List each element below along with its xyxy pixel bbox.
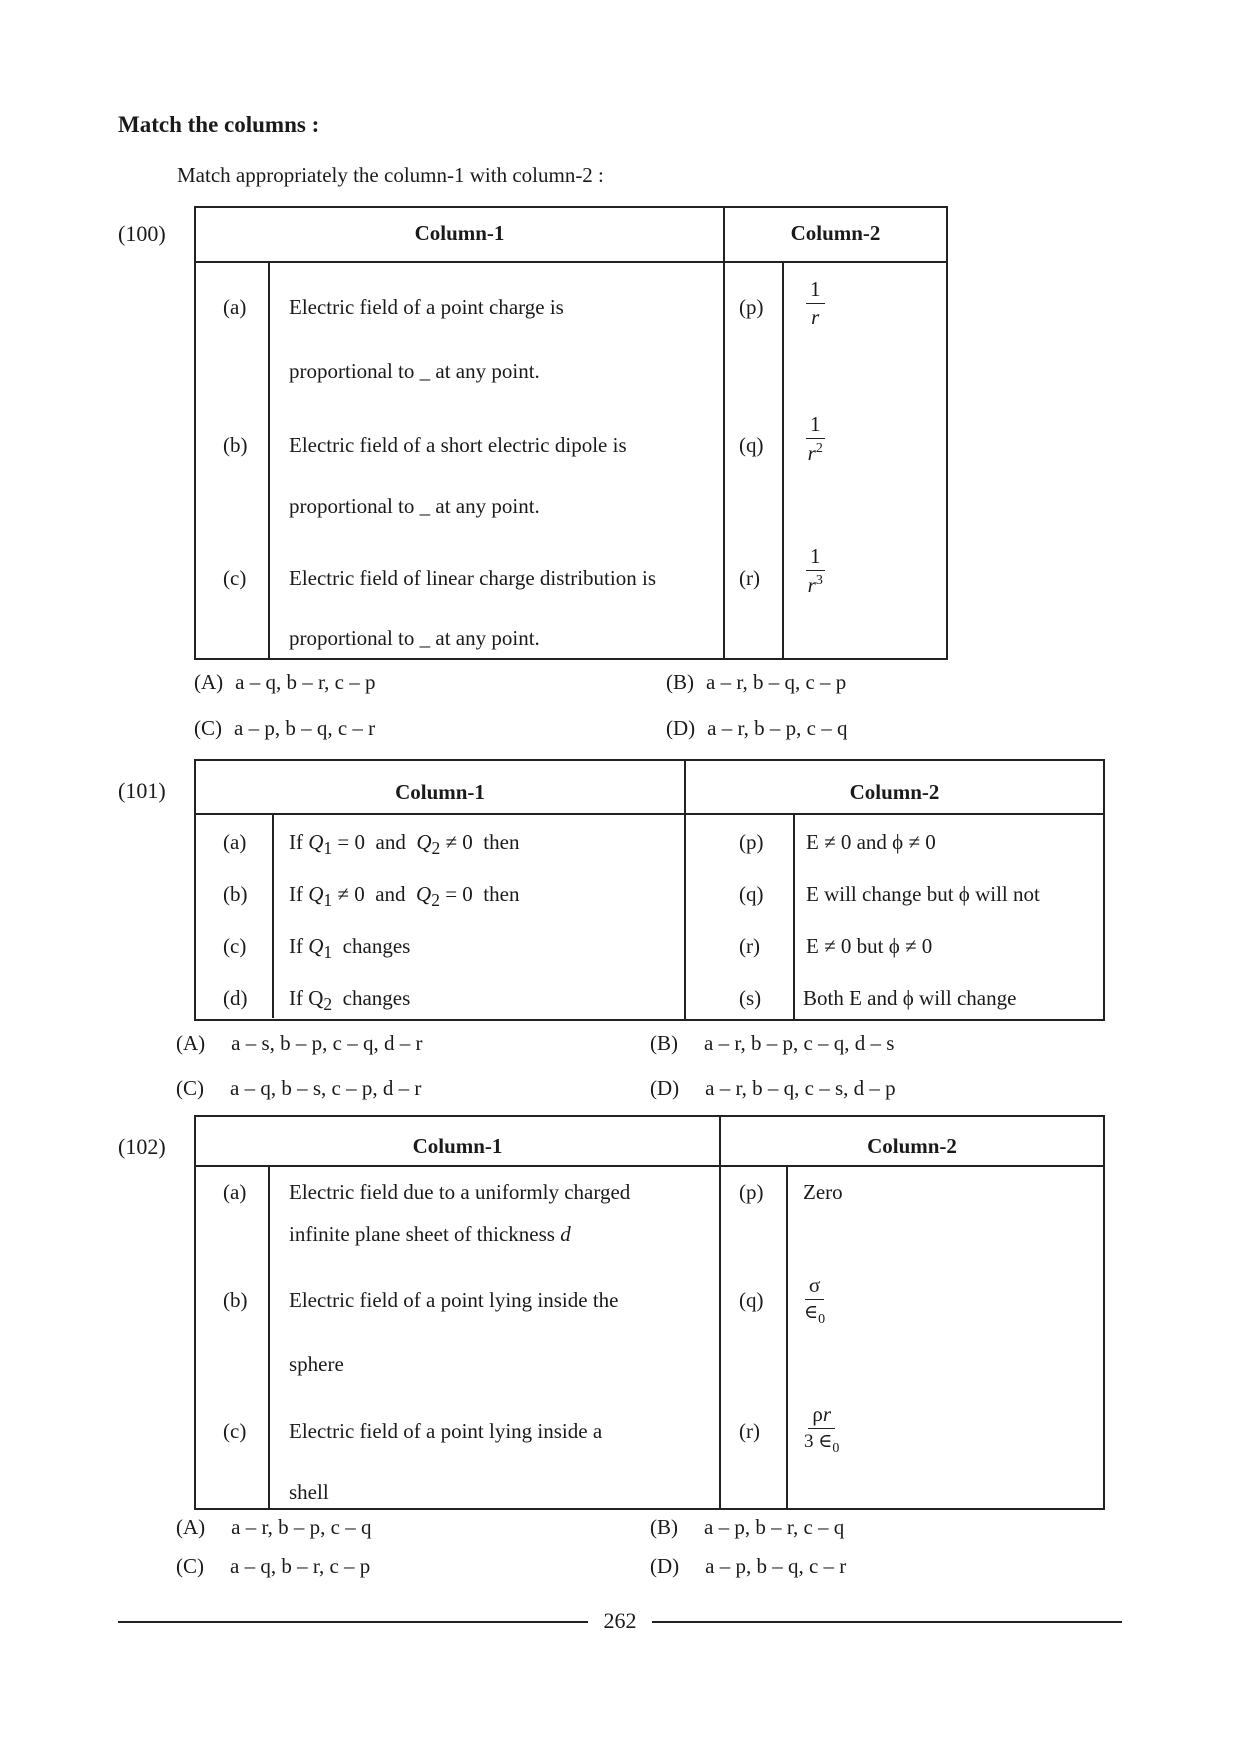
option-label: (s) [739, 986, 762, 1010]
option-text: E will change but ϕ will not [806, 882, 1040, 906]
fraction-one-over-r-squared: $\frac{1}{r^2}$ [807, 412, 823, 465]
column-2-header: Column-2 [790, 221, 881, 245]
option-label: (p) [739, 1180, 764, 1204]
item-text: shell [289, 1480, 329, 1504]
item-text: Electric field of linear charge distribution is [289, 566, 656, 590]
item-text: If $Q_1$ changes [289, 934, 411, 963]
option-label: (q) [739, 433, 764, 457]
item-label: (a) [223, 830, 247, 854]
item-text: proportional to _ at any point. [289, 494, 540, 518]
item-text: Electric field of a point lying inside the [289, 1288, 619, 1312]
option-label: (p) [739, 295, 764, 319]
question-number: (100) [118, 221, 166, 246]
item-text: Electric field due to a uniformly charged [289, 1180, 631, 1204]
item-text: If $Q_1 \ne 0$ and $Q_2 = 0$ then [289, 882, 520, 911]
item-label: (b) [223, 1288, 248, 1312]
answer-option-d[interactable]: (D) a – r, b – p, c – q [666, 716, 848, 740]
item-text: Electric field of a point charge is [289, 295, 564, 319]
column-1-header: Column-1 [414, 221, 505, 245]
option-label: (q) [739, 1288, 764, 1312]
item-text: proportional to _ at any point. [289, 359, 540, 383]
option-label: (r) [739, 934, 760, 958]
answer-option-b[interactable]: (B) a – r, b – q, c – p [666, 670, 847, 694]
item-text: If $Q_1 = 0$ and $Q_2 \ne 0$ then [289, 830, 520, 859]
question-number: (101) [118, 778, 166, 803]
option-text: E ≠ 0 and ϕ ≠ 0 [806, 830, 936, 854]
page-number: 262 [603, 1608, 637, 1633]
option-label: (r) [739, 566, 760, 590]
section-heading: Match the columns : [118, 112, 320, 137]
item-text: infinite plane sheet of thickness d [289, 1222, 571, 1246]
column-2-header: Column-2 [867, 1134, 957, 1158]
item-label: (d) [223, 986, 248, 1010]
option-text: E ≠ 0 but ϕ ≠ 0 [806, 934, 933, 958]
footer-rule-left [118, 1621, 588, 1623]
item-label: (a) [223, 1180, 247, 1204]
question-number: (102) [118, 1134, 166, 1159]
answer-option-a[interactable]: (A) a – s, b – p, c – q, d – r [176, 1031, 423, 1055]
option-text: Both E and ϕ will change [803, 986, 1017, 1010]
item-text: proportional to _ at any point. [289, 626, 540, 650]
item-text: sphere [289, 1352, 344, 1376]
answer-option-a[interactable]: (A) a – q, b – r, c – p [194, 670, 376, 694]
fraction-sigma-over-epsilon: $\frac{\sigma}{\in_0}$ [804, 1273, 826, 1327]
answer-option-b[interactable]: (B) a – p, b – r, c – q [650, 1515, 845, 1539]
fraction-one-over-r-cubed: $\frac{1}{r^3}$ [807, 544, 823, 597]
item-label: (b) [223, 882, 248, 906]
item-label: (c) [223, 1419, 247, 1443]
instructions: Match appropriately the column-1 with column-2 : [177, 163, 604, 187]
answer-option-c[interactable]: (C) a – p, b – q, c – r [194, 716, 376, 740]
option-label: (q) [739, 882, 764, 906]
item-text: Electric field of a point lying inside a [289, 1419, 603, 1443]
item-label: (c) [223, 934, 247, 958]
item-label: (c) [223, 566, 247, 590]
footer-rule-right [652, 1621, 1122, 1623]
item-text: If $Q_2$ changes [289, 986, 411, 1015]
fraction-one-over-r: $\frac{1}{r}$ [806, 279, 825, 328]
answer-option-a[interactable]: (A) a – r, b – p, c – q [176, 1515, 372, 1539]
option-label: (p) [739, 830, 764, 854]
option-label: (r) [739, 1419, 760, 1443]
item-label: (b) [223, 433, 248, 457]
column-2-header: Column-2 [849, 780, 940, 804]
answer-option-b[interactable]: (B) a – r, b – p, c – q, d – s [650, 1031, 895, 1055]
answer-option-c[interactable]: (C) a – q, b – r, c – p [176, 1554, 371, 1578]
column-1-header: Column-1 [412, 1134, 503, 1158]
answer-option-d[interactable]: (D) a – p, b – q, c – r [650, 1554, 847, 1578]
answer-option-c[interactable]: (C) a – q, b – s, c – p, d – r [176, 1076, 422, 1100]
item-text: Electric field of a short electric dipole is [289, 433, 627, 457]
option-text: Zero [803, 1180, 843, 1204]
column-1-header: Column-1 [395, 780, 485, 804]
item-label: (a) [223, 295, 247, 319]
answer-option-d[interactable]: (D) a – r, b – q, c – s, d – p [650, 1076, 896, 1100]
fraction-rho-r-over-3-epsilon: $\frac{\rho r}{3 \in_0}$ [804, 1402, 840, 1456]
